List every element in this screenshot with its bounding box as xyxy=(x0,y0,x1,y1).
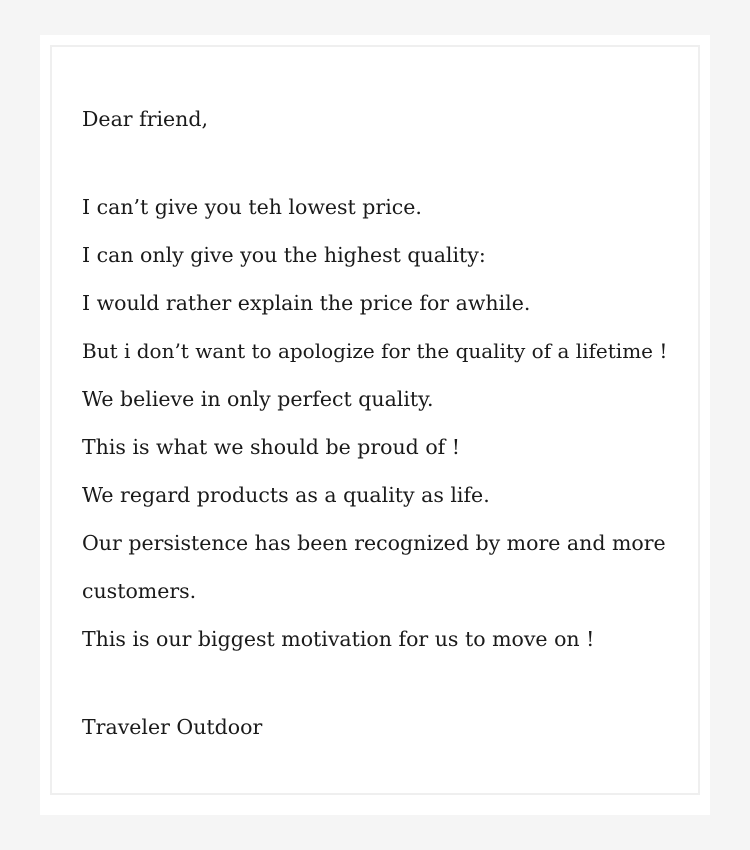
paragraph-gap xyxy=(82,663,682,703)
paragraph-gap xyxy=(82,143,682,183)
letter-signature: Traveler Outdoor xyxy=(82,715,263,739)
letter-line-6: This is what we should be proud of ! xyxy=(82,435,461,459)
letter-line-7: We regard products as a quality as life. xyxy=(82,483,490,507)
letter-line-2: I can only give you the highest quality: xyxy=(82,243,486,267)
letter-line-1: I can’t give you teh lowest price. xyxy=(82,195,422,219)
letter-line-3: I would rather explain the price for awhile. xyxy=(82,291,531,315)
letter-greeting: Dear friend, xyxy=(82,107,209,131)
letter-frame xyxy=(50,45,700,795)
letter-line-9: This is our biggest motivation for us to move on ! xyxy=(82,627,595,651)
letter-body xyxy=(82,95,682,751)
letter-line-8: Our persistence has been recognized by more and more customers. xyxy=(82,531,666,603)
letter-line-5: We believe in only perfect quality. xyxy=(82,387,434,411)
letter-card xyxy=(40,35,710,815)
letter-line-4: But i don’t want to apologize for the quality of a lifetime ! xyxy=(82,339,668,363)
